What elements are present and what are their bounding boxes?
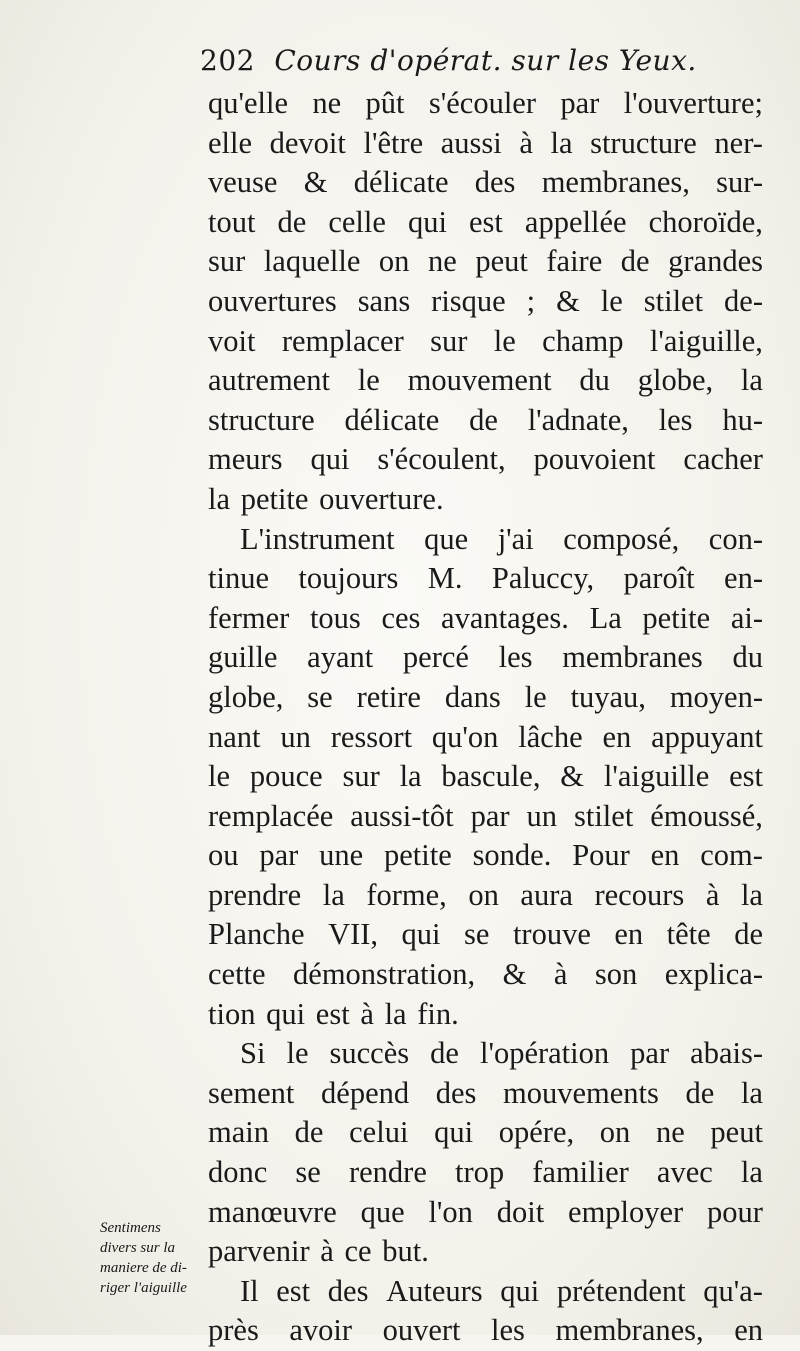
text-line: globe, se retire dans le tuyau, moyen-: [208, 679, 763, 714]
text-line: Si le succès de l'opération par abais-: [240, 1036, 763, 1071]
text-line: parvenir à ce but.: [208, 1234, 429, 1269]
text-line: tout de celle qui est appellée choroïde,: [208, 204, 763, 239]
text-line: ouvertures sans risque ; & le stilet de-: [208, 283, 763, 318]
text-line: main de celui qui opére, on ne peut: [208, 1115, 763, 1150]
margin-note-line: divers sur la: [100, 1240, 175, 1256]
margin-note-line: Sentimens: [100, 1220, 161, 1236]
text-line: cette démonstration, & à son explica-: [208, 957, 763, 992]
running-title: Cours d'opérat. sur les Yeux.: [274, 44, 697, 77]
text-line: sur laquelle on ne peut faire de grandes: [208, 244, 763, 279]
text-line: donc se rendre trop familier avec la: [208, 1155, 763, 1190]
text-line: elle devoit l'être aussi à la structure ner-: [208, 125, 763, 160]
margin-note-line: riger l'aiguille: [100, 1280, 187, 1296]
text-line: Planche VII, qui se trouve en tête de: [208, 917, 763, 952]
text-line: tinue toujours M. Paluccy, paroît en-: [208, 561, 763, 596]
text-line: prendre la forme, on aura recours à la: [208, 877, 763, 912]
text-line: la petite ouverture.: [208, 481, 444, 516]
text-line: nant un ressort qu'on lâche en appuyant: [208, 719, 763, 754]
text-line: qu'elle ne pût s'écouler par l'ouverture;: [208, 86, 763, 120]
text-line: autrement le mouvement du globe, la: [208, 363, 763, 398]
text-line: meurs qui s'écoulent, pouvoient cacher: [208, 442, 763, 477]
text-line: remplacée aussi-tôt par un stilet émoussé,: [208, 798, 763, 833]
text-line: Il est des Auteurs qui prétendent qu'a-: [240, 1273, 763, 1308]
text-line: tion qui est à la fin.: [208, 996, 459, 1031]
text-line: manœuvre que l'on doit employer pour: [208, 1194, 763, 1229]
text-line: voit remplacer sur le champ l'aiguille,: [208, 323, 763, 358]
text-line: sement dépend des mouvements de la: [208, 1075, 763, 1110]
text-line: ou par une petite sonde. Pour en com-: [208, 838, 763, 873]
text-line: le pouce sur la bascule, & l'aiguille est: [208, 759, 763, 794]
body-text: [208, 84, 763, 1351]
running-header: [200, 44, 760, 77]
margin-note-line: maniere de di-: [100, 1260, 187, 1276]
text-line: fermer tous ces avantages. La petite ai-: [208, 600, 763, 635]
text-line: structure délicate de l'adnate, les hu-: [208, 402, 763, 437]
text-line: près avoir ouvert les membranes, en: [208, 1313, 763, 1348]
page-number: 202: [200, 44, 255, 77]
text-line: veuse & délicate des membranes, sur-: [208, 165, 763, 200]
text-line: L'instrument que j'ai composé, con-: [240, 521, 763, 556]
text-line: guille ayant percé les membranes du: [208, 640, 763, 675]
margin-note: [100, 1218, 220, 1298]
